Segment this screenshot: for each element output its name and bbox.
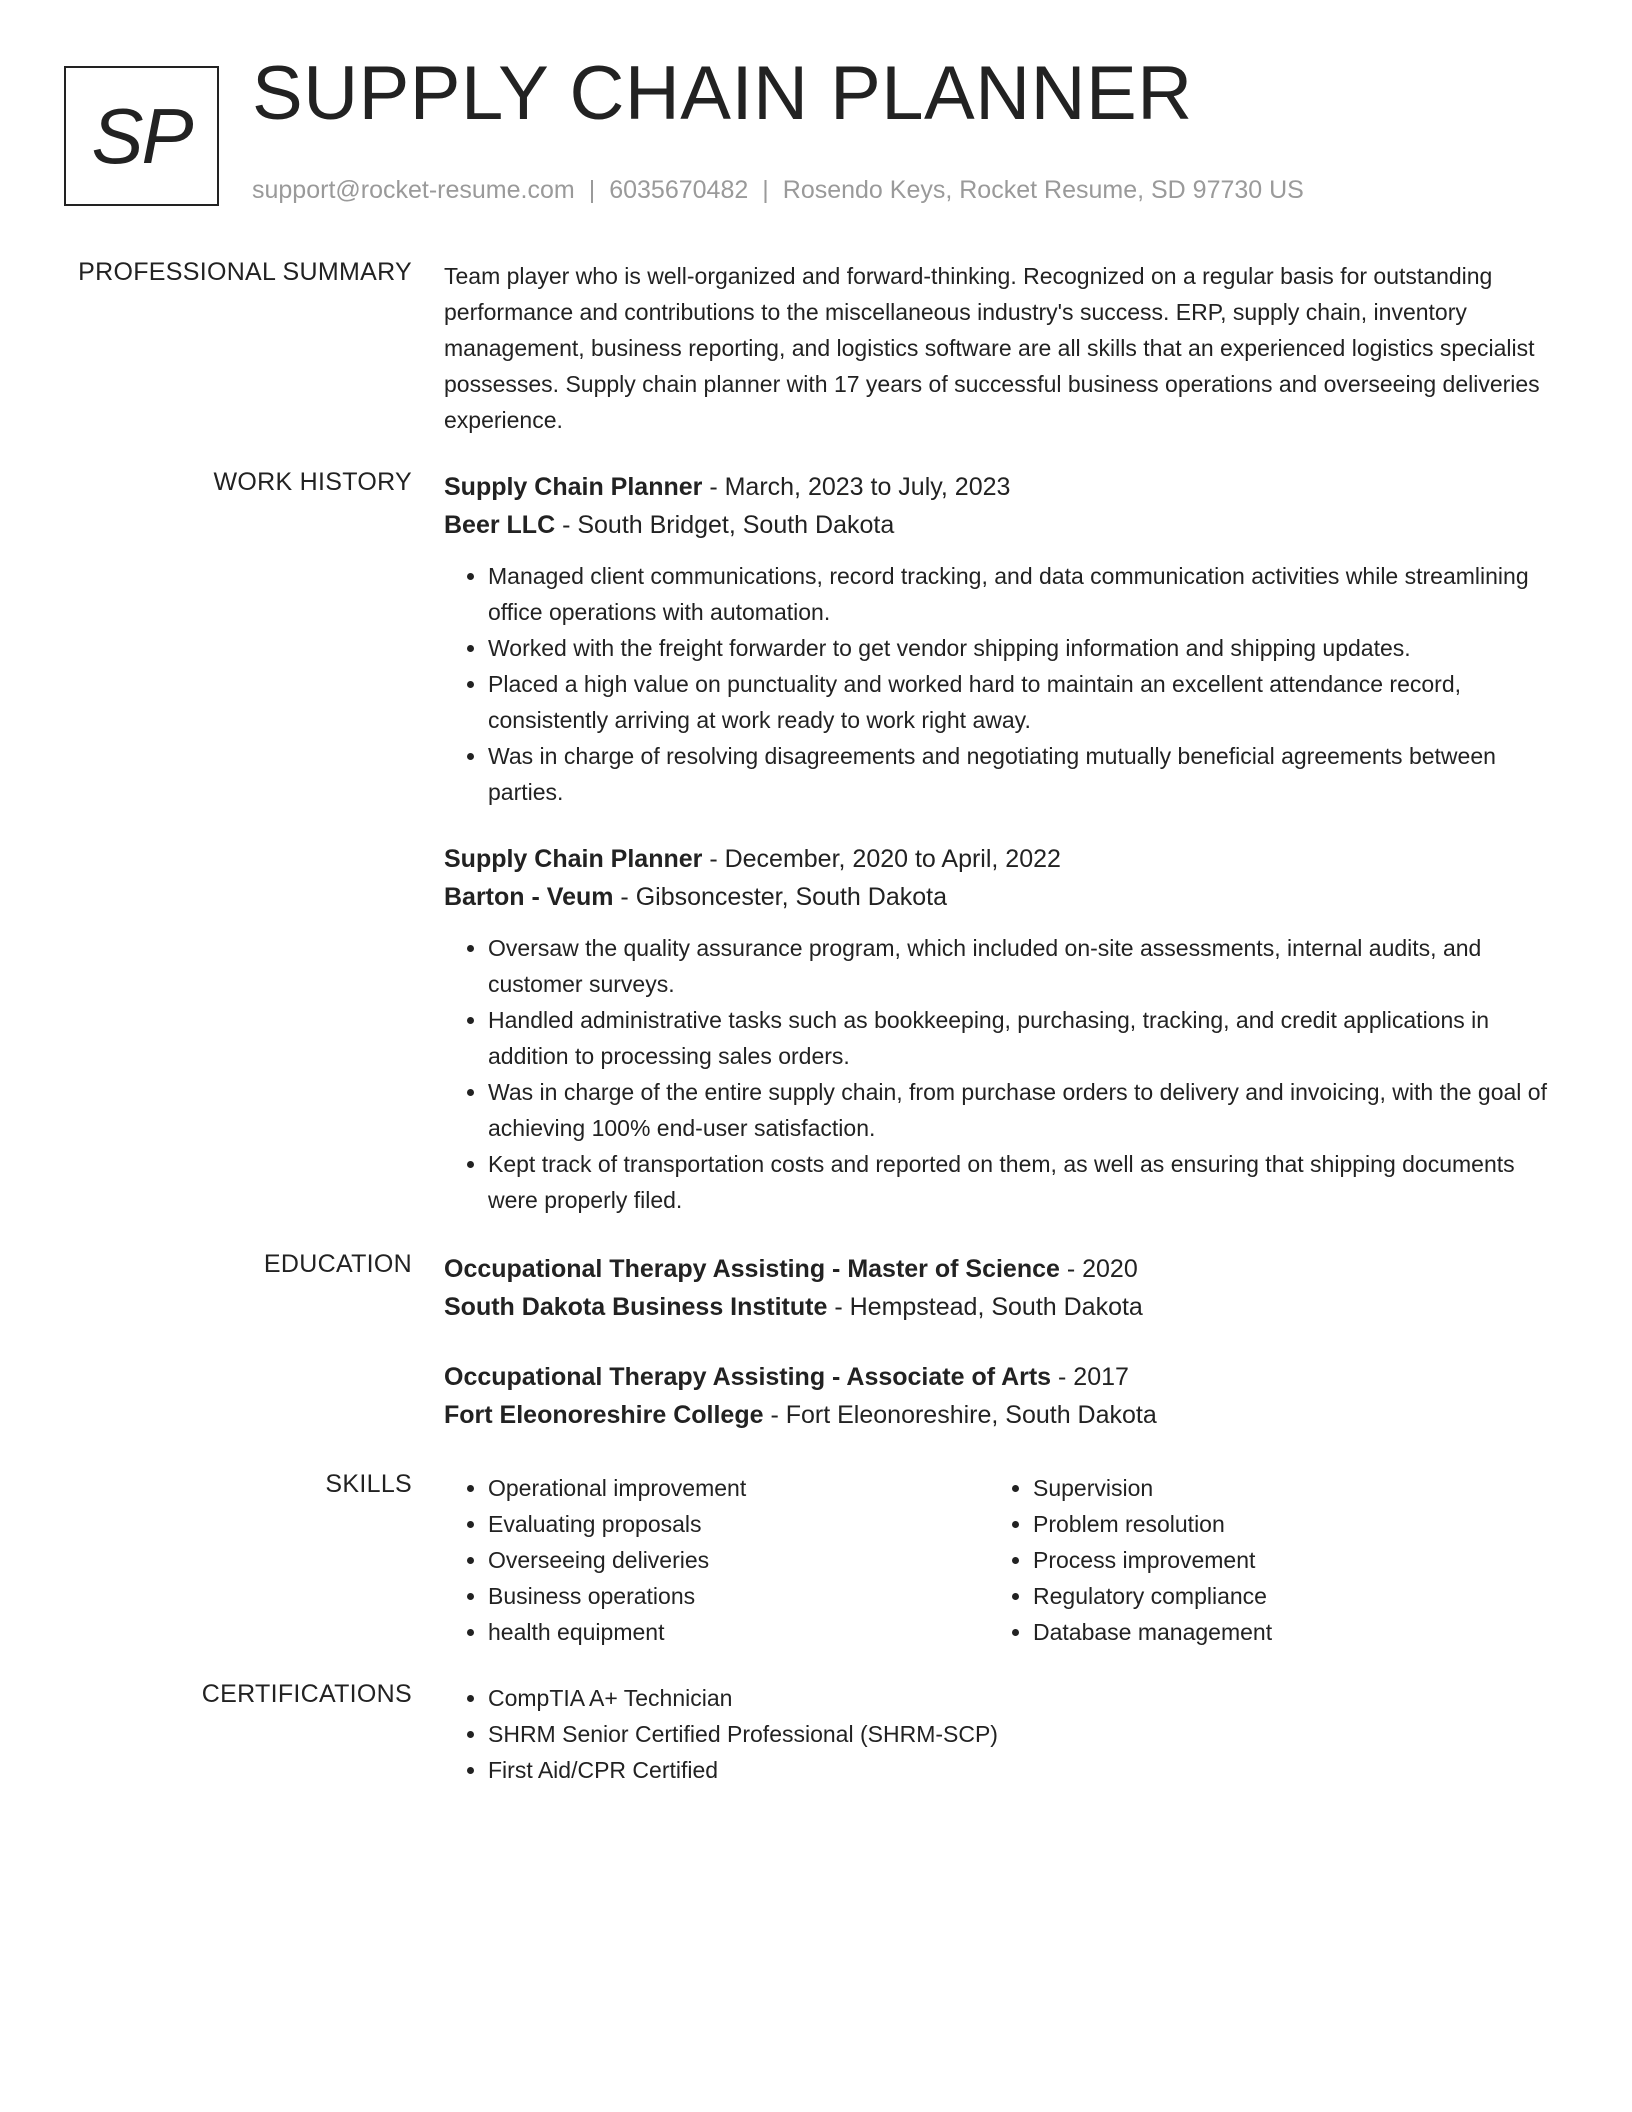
job-bullets — [444, 558, 1554, 810]
job-location: - South Bridget, South Dakota — [555, 511, 895, 539]
work-history-body — [444, 468, 1554, 1244]
certifications-body — [444, 1680, 1554, 1788]
education-body — [444, 1250, 1554, 1460]
section-heading-work: WORK HISTORY — [213, 468, 412, 496]
school-location: - Hempstead, South Dakota — [827, 1293, 1143, 1321]
job-title: Supply Chain Planner — [444, 845, 703, 873]
resume-title: SUPPLY CHAIN PLANNER — [252, 51, 1193, 136]
school-name: Fort Eleonoreshire College — [444, 1401, 764, 1429]
job-company-line — [444, 506, 1554, 544]
section-heading-skills: SKILLS — [325, 1470, 412, 1498]
school-location: - Fort Eleonoreshire, South Dakota — [763, 1401, 1157, 1429]
job-bullets — [444, 930, 1554, 1218]
job-bullet: • Kept track of transportation costs and reported on them, as well as ensuring that shipping documents were properly filed. — [488, 1146, 1554, 1218]
skills-list — [444, 1470, 989, 1650]
degree-name: Occupational Therapy Assisting - Associate of Arts — [444, 1363, 1052, 1391]
job-bullet: • Managed client communications, record tracking, and data communication activities while streamlining office operations with automation. — [488, 558, 1554, 630]
job-dates: - March, 2023 to July, 2023 — [702, 473, 1011, 501]
degree-year: - 2017 — [1051, 1363, 1129, 1391]
job-entry — [444, 468, 1554, 810]
skill-item: • Regulatory compliance — [1033, 1578, 1534, 1614]
contact-line — [252, 176, 1304, 205]
job-title: Supply Chain Planner — [444, 473, 703, 501]
education-entry — [444, 1250, 1554, 1326]
job-company: Beer LLC — [444, 511, 556, 539]
skills-column-left — [444, 1470, 989, 1650]
job-company: Barton - Veum — [444, 883, 614, 911]
degree-line — [444, 1250, 1554, 1288]
job-bullet: • Oversaw the quality assurance program, which included on-site assessments, internal audits, and customer surveys. — [488, 930, 1554, 1002]
skill-item: • Database management — [1033, 1614, 1534, 1650]
job-heading — [444, 840, 1554, 878]
job-bullet: • Placed a high value on punctuality and worked hard to maintain an excellent attendance record, consistently arriving at work ready to work right away. — [488, 666, 1554, 738]
job-company-line — [444, 878, 1554, 916]
summary-body — [444, 258, 1554, 438]
section-heading-education: EDUCATION — [263, 1250, 412, 1278]
skills-body — [444, 1470, 1554, 1650]
job-heading — [444, 468, 1554, 506]
contact-separator: | — [588, 176, 596, 204]
certifications-list — [444, 1680, 1554, 1788]
school-name: South Dakota Business Institute — [444, 1293, 828, 1321]
contact-separator: | — [762, 176, 769, 204]
contact-email[interactable]: support@rocket-resume.com — [252, 176, 575, 204]
skill-item: • Evaluating proposals — [488, 1506, 989, 1542]
skills-grid — [444, 1470, 1554, 1650]
education-entry — [444, 1358, 1554, 1434]
skills-column-right — [989, 1470, 1534, 1650]
skill-item: • Problem resolution — [1033, 1506, 1534, 1542]
certification-item: • First Aid/CPR Certified — [488, 1752, 1554, 1788]
job-entry — [444, 840, 1554, 1218]
degree-line — [444, 1358, 1554, 1396]
skill-item: • Process improvement — [1033, 1542, 1534, 1578]
contact-address: Rosendo Keys, Rocket Resume, SD 97730 US — [782, 176, 1304, 204]
school-line — [444, 1288, 1554, 1326]
contact-phone[interactable]: 6035670482 — [609, 176, 749, 204]
job-location: - Gibsoncester, South Dakota — [613, 883, 947, 911]
certification-item: • CompTIA A+ Technician — [488, 1680, 1554, 1716]
degree-name: Occupational Therapy Assisting - Master of Science — [444, 1255, 1060, 1283]
certification-item: • SHRM Senior Certified Professional (SHRM-SCP) — [488, 1716, 1554, 1752]
job-bullet: • Was in charge of the entire supply chain, from purchase orders to delivery and invoicing, with the goal of achieving 100% end-user satisfaction. — [488, 1074, 1554, 1146]
job-bullet: • Was in charge of resolving disagreements and negotiating mutually beneficial agreements between parties. — [488, 738, 1554, 810]
degree-year: - 2020 — [1059, 1255, 1138, 1283]
job-bullet: • Worked with the freight forwarder to get vendor shipping information and shipping updates. — [488, 630, 1554, 666]
job-bullet: • Handled administrative tasks such as bookkeeping, purchasing, tracking, and credit applications in addition to processing sales orders. — [488, 1002, 1554, 1074]
skill-item: • Overseeing deliveries — [488, 1542, 989, 1578]
summary-text: Team player who is well-organized and forward-thinking. Recognized on a regular basis for outstanding performance and contributions to the miscellaneous industry's success. ERP, supply chain, inventory management, business reporting, and logistics software are all skills that an experienced logistics specialist possesses. Supply chain planner with 17 years of successful business operations and overseeing deliveries experience. — [444, 263, 1540, 433]
skills-list — [989, 1470, 1534, 1650]
monogram-logo: SP — [64, 66, 219, 206]
skill-item: • Operational improvement — [488, 1470, 989, 1506]
skill-item: • Business operations — [488, 1578, 989, 1614]
skill-item: • health equipment — [488, 1614, 989, 1650]
section-heading-summary: PROFESSIONAL SUMMARY — [78, 258, 412, 286]
school-line — [444, 1396, 1554, 1434]
section-heading-certifications: CERTIFICATIONS — [201, 1680, 412, 1708]
skill-item: • Supervision — [1033, 1470, 1534, 1506]
job-dates: - December, 2020 to April, 2022 — [702, 845, 1061, 873]
